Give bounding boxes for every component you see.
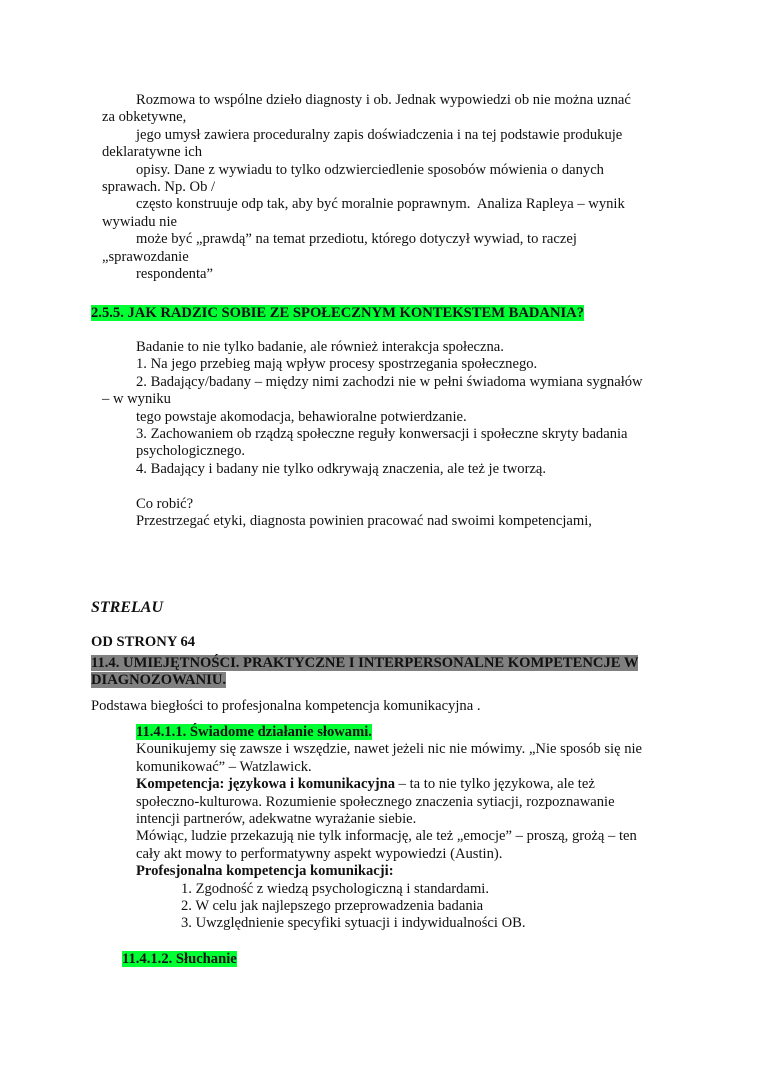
section_255-line: psychologicznego. bbox=[136, 443, 246, 460]
od-strony-label: OD STRONY 64 bbox=[91, 634, 196, 650]
subsection-1141 bbox=[136, 724, 676, 933]
podstawa-paragraph: Podstawa biegłości to profesjonalna kompetencja komunikacyjna . bbox=[91, 698, 481, 714]
intro-line: „sprawozdanie bbox=[102, 248, 189, 265]
intro-line: jego umysł zawiera proceduralny zapis doświadczenia i na tej podstawie produkuje bbox=[136, 126, 623, 143]
heading-1141-text: 11.4.1.1. Świadome działanie słowami. bbox=[136, 724, 372, 740]
prof-list-item: 2. W celu jak najlepszego przeprowadzenia badania bbox=[181, 898, 484, 915]
kompetencja-line1 bbox=[136, 776, 676, 793]
intro-line: może być „prawdą” na temat przediotu, którego dotyczył wywiad, to raczej bbox=[136, 231, 577, 248]
section_255-line: Przestrzegać etyki, diagnosta powinien pracować nad swoimi kompetencjami, bbox=[136, 513, 592, 530]
strelau-title: STRELAU bbox=[91, 599, 164, 616]
heading-1142-text: 11.4.1.2. Słuchanie bbox=[122, 951, 237, 967]
prof-heading: Profesjonalna kompetencja komunikacji: bbox=[136, 863, 394, 880]
intro-line: Rozmowa to wspólne dzieło diagnosty i ob. Jednak wypowiedzi ob nie można uznać bbox=[136, 92, 631, 108]
section_255-line: tego powstaje akomodacja, behawioralne potwierdzanie. bbox=[136, 408, 467, 425]
section-heading-114 bbox=[91, 655, 681, 690]
section_255-line: 2. Badający/badany – między nimi zachodzi nie w pełni świadoma wymiana sygnałów bbox=[136, 373, 643, 390]
prof-list-item: 1. Zgodność z wiedzą psychologiczną i standardami. bbox=[181, 880, 489, 897]
mowiac-line2: cały akt mowy to performatywny aspekt wypowiedzi (Austin). bbox=[136, 845, 503, 862]
section_255-line bbox=[102, 478, 674, 495]
section_255-line: Co robić? bbox=[136, 495, 194, 512]
kompetencja-line2: społeczno-kulturowa. Rozumienie społecznego znaczenia sytiacji, rozpoznawanie bbox=[136, 793, 615, 810]
heading-255-text: 2.5.5. JAK RADZIC SOBIE ZE SPOŁECZNYM KONTEKSTEM BADANIA? bbox=[91, 305, 585, 321]
section-heading-255 bbox=[91, 305, 663, 322]
mowiac-line1: Mówiąc, ludzie przekazują nie tylk informację, ale też „emocje” – proszą, grożą – ten bbox=[136, 828, 637, 845]
section_255-line: 1. Na jego przebieg mają wpływ procesy spostrzegania społecznego. bbox=[136, 356, 538, 373]
intro-paragraph bbox=[102, 92, 674, 283]
section_255-line: Badanie to nie tylko badanie, ale również interakcja społeczna. bbox=[136, 339, 504, 355]
section-255-body bbox=[102, 339, 674, 530]
section_255-line: – w wyniku bbox=[102, 391, 171, 408]
intro-line: deklaratywne ich bbox=[102, 144, 203, 161]
intro-line: wywiadu nie bbox=[102, 213, 177, 230]
section_255-line: 3. Zachowaniem ob rządzą społeczne reguły konwersacji i społeczne skryty badania bbox=[136, 426, 628, 443]
heading-114-line2: DIAGNOZOWANIU. bbox=[91, 672, 227, 689]
intro-line: sprawach. Np. Ob / bbox=[102, 179, 216, 196]
subsection-heading-1142 bbox=[122, 951, 694, 968]
prof-list-item: 3. Uwzględnienie specyfiki sytuacji i indywidualności OB. bbox=[181, 915, 526, 932]
intro-line: opisy. Dane z wywiadu to tylko odzwierciedlenie sposobów mówienia o danych bbox=[136, 161, 604, 178]
section_255-line: 4. Badający i badany nie tylko odkrywają znaczenia, ale też je tworzą. bbox=[136, 460, 547, 477]
heading-114-line1: 11.4. UMIEJĘTNOŚCI. PRAKTYCZNE I INTERPERSONALNE KOMPETENCJE W bbox=[91, 655, 639, 671]
intro-line: za obketywne, bbox=[102, 109, 187, 126]
kompetencja-bold: Kompetencja: językowa i komunikacyjna bbox=[136, 776, 396, 793]
kompetencja-rest: – ta to nie tylko językowa, ale też bbox=[395, 776, 595, 793]
kompetencja-line3: intencji partnerów, adekwatne wyrażanie siebie. bbox=[136, 811, 417, 828]
s1141-p1-line2: komunikować” – Watzlawick. bbox=[136, 758, 312, 775]
intro-line: respondenta” bbox=[136, 266, 213, 283]
intro-line: często konstruuje odp tak, aby być moralnie poprawnym. Analiza Rapleya – wynik bbox=[136, 196, 625, 213]
s1141-p1-line1: Kounikujemy się zawsze i wszędzie, nawet jeżeli nic nie mówimy. „Nie sposób się nie bbox=[136, 741, 643, 758]
